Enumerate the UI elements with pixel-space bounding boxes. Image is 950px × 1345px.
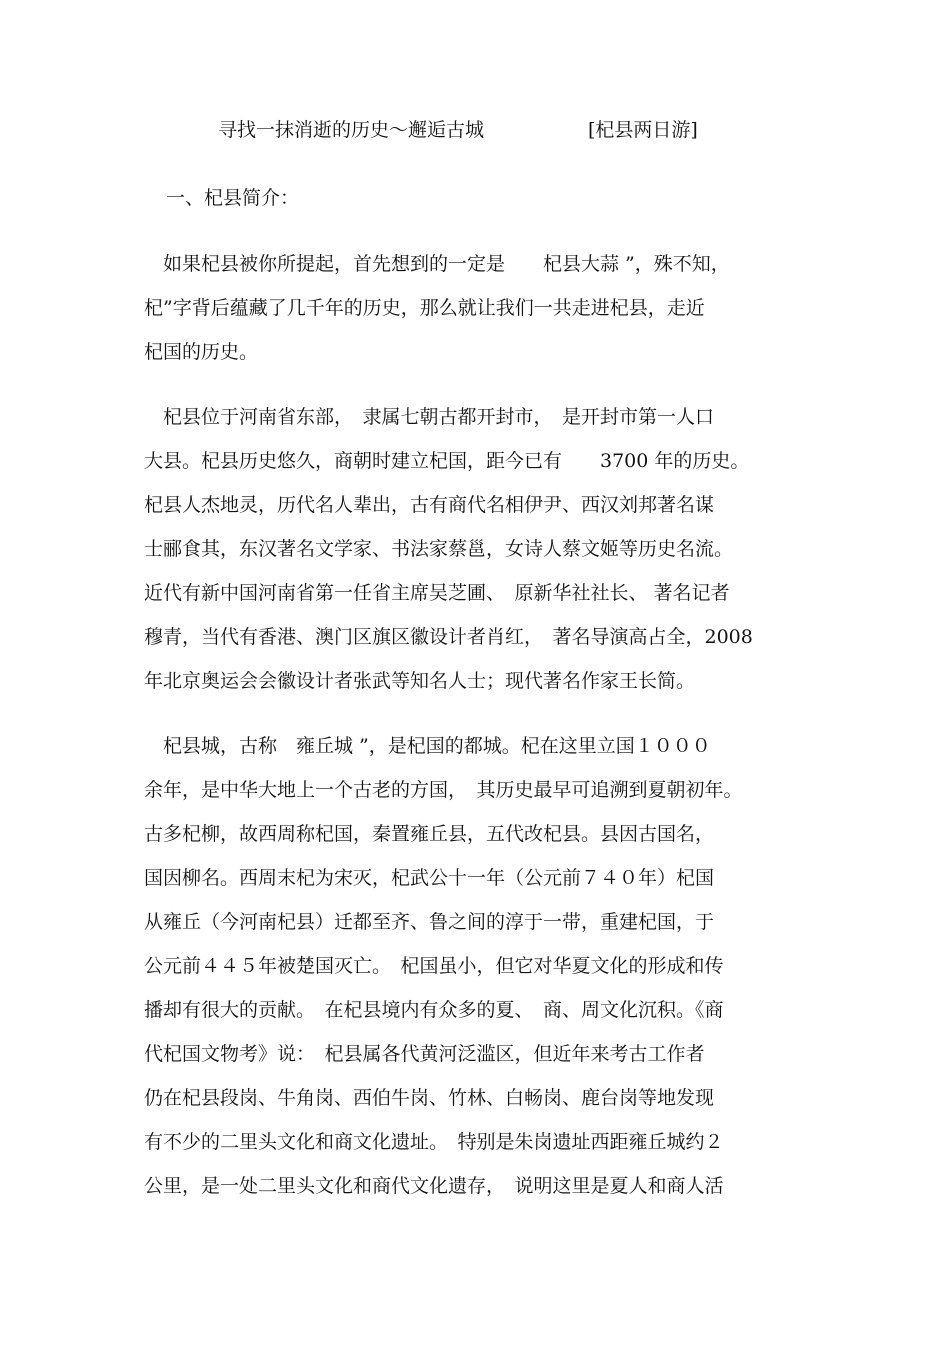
paragraph-3-line-4: 国因柳名。西周末杞为宋灭，杞武公十一年（公元前７４０年）杞国 xyxy=(144,867,715,889)
paragraph-1-line-1: 如果杞县被你所提起，首先想到的一定是 杞县大蒜 ”，殊不知， xyxy=(144,253,730,275)
paragraph-1-line-3: 杞国的历史。 xyxy=(144,341,259,363)
paragraph-3-line-7: 播却有很大的贡献。 在杞县境内有众多的夏、 商、周文化沉积。《商 xyxy=(144,999,724,1021)
document-title-tag: [杞县两日游] xyxy=(588,119,698,141)
paragraph-3-line-2: 余年，是中华大地上一个古老的方国， 其历史最早可追溯到夏朝初年。 xyxy=(144,779,743,801)
paragraph-2-line-7: 年北京奥运会会徽设计者张武等知名人士；现代著名作家王长简。 xyxy=(144,670,696,692)
paragraph-2-line-5: 近代有新中国河南省第一任省主席吴芝圃、 原新华社社长、 著名记者 xyxy=(144,582,730,604)
paragraph-3-line-8: 代杞国文物考》说： 杞县属各代黄河泛滥区，但近年来考古工作者 xyxy=(144,1043,705,1065)
paragraph-2-line-2: 大县。杞县历史悠久，商朝时建立杞国，距今已有 3700 年的历史。 xyxy=(144,450,750,472)
document-title: 寻找一抹消逝的历史～邂逅古城 xyxy=(218,119,485,141)
paragraph-3-line-1: 杞县城，古称 雍丘城 ”，是杞国的都城。杞在这里立国１０００ xyxy=(144,735,711,757)
paragraph-3-line-10: 有不少的二里头文化和商文化遗址。 特别是朱岗遗址西距雍丘城约２ xyxy=(144,1131,724,1153)
paragraph-3-line-6: 公元前４４５年被楚国灭亡。 杞国虽小，但它对华夏文化的形成和传 xyxy=(144,955,724,977)
paragraph-2-line-4: 士郦食其，东汉著名文学家、书法家蔡邕，女诗人蔡文姬等历史名流。 xyxy=(144,538,734,560)
paragraph-1-line-2: 杞”字背后蕴藏了几千年的历史，那么就让我们一共走进杞县，走近 xyxy=(144,297,705,319)
section-heading: 一、杞县简介： xyxy=(166,187,300,209)
paragraph-2-line-6: 穆青，当代有香港、澳门区旗区徽设计者肖红， 著名导演高占全，2008 xyxy=(144,626,753,648)
paragraph-3-line-11: 公里，是一处二里头文化和商代文化遗存， 说明这里是夏人和商人活 xyxy=(144,1175,724,1197)
paragraph-3-line-9: 仍在杞县段岗、牛角岗、西伯牛岗、竹林、白畅岗、鹿台岗等地发现 xyxy=(144,1087,715,1109)
paragraph-3-line-3: 古多杞柳，故西周称杞国，秦置雍丘县，五代改杞县。县因古国名， xyxy=(144,823,715,845)
paragraph-2-line-1: 杞县位于河南省东部， 隶属七朝古都开封市， 是开封市第一人口 xyxy=(144,406,715,428)
paragraph-2-line-3: 杞县人杰地灵，历代名人辈出，古有商代名相伊尹、西汉刘邦著名谋 xyxy=(144,494,715,516)
paragraph-3-line-5: 从雍丘（今河南杞县）迁都至齐、鲁之间的淳于一带，重建杞国，于 xyxy=(144,911,715,933)
